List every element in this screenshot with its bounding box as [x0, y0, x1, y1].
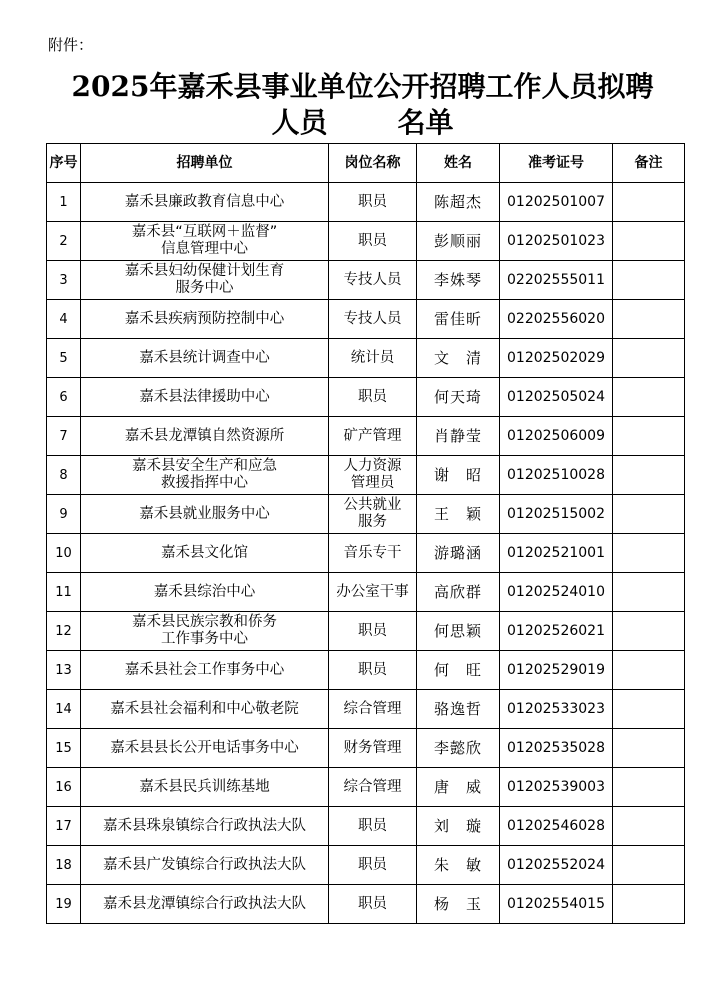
cell-name: 李懿欣	[417, 729, 500, 768]
table-row	[47, 651, 685, 690]
cell-index: 2	[47, 222, 81, 261]
cell-name: 何 旺	[417, 651, 500, 690]
cell-exam-id: 01202501023	[500, 222, 613, 261]
cell-unit: 嘉禾县“互联网＋监督” 信息管理中心	[81, 222, 329, 261]
table-row	[47, 183, 685, 222]
cell-unit: 嘉禾县就业服务中心	[81, 495, 329, 534]
cell-index: 17	[47, 807, 81, 846]
cell-name: 朱 敏	[417, 846, 500, 885]
document-title-line1: 2025年嘉禾县事业单位公开招聘工作人员拟聘	[71, 70, 654, 103]
cell-index: 9	[47, 495, 81, 534]
cell-name: 王 颖	[417, 495, 500, 534]
cell-exam-id: 01202524010	[500, 573, 613, 612]
cell-index: 10	[47, 534, 81, 573]
table-row	[47, 495, 685, 534]
cell-name: 何天琦	[417, 378, 500, 417]
cell-remark	[613, 456, 685, 495]
cell-unit: 嘉禾县文化馆	[81, 534, 329, 573]
header-exam-id: 准考证号	[500, 144, 613, 183]
cell-name: 雷佳昕	[417, 300, 500, 339]
table-row	[47, 378, 685, 417]
cell-unit: 嘉禾县民兵训练基地	[81, 768, 329, 807]
cell-remark	[613, 807, 685, 846]
cell-position: 职员	[329, 807, 417, 846]
table-row	[47, 768, 685, 807]
cell-name: 游璐涵	[417, 534, 500, 573]
table-row	[47, 729, 685, 768]
cell-index: 15	[47, 729, 81, 768]
cell-unit: 嘉禾县珠泉镇综合行政执法大队	[81, 807, 329, 846]
cell-name: 刘 璇	[417, 807, 500, 846]
table-row	[47, 690, 685, 729]
table-row	[47, 846, 685, 885]
cell-index: 11	[47, 573, 81, 612]
cell-remark	[613, 690, 685, 729]
cell-remark	[613, 729, 685, 768]
cell-position: 统计员	[329, 339, 417, 378]
cell-index: 16	[47, 768, 81, 807]
header-remark: 备注	[613, 144, 685, 183]
cell-position: 公共就业 服务	[329, 495, 417, 534]
cell-unit: 嘉禾县民族宗教和侨务 工作事务中心	[81, 612, 329, 651]
cell-unit: 嘉禾县安全生产和应急 救援指挥中心	[81, 456, 329, 495]
cell-exam-id: 02202556020	[500, 300, 613, 339]
cell-remark	[613, 573, 685, 612]
cell-index: 18	[47, 846, 81, 885]
cell-unit: 嘉禾县妇幼保健计划生育 服务中心	[81, 261, 329, 300]
cell-index: 7	[47, 417, 81, 456]
table-row	[47, 456, 685, 495]
cell-exam-id: 01202521001	[500, 534, 613, 573]
cell-index: 1	[47, 183, 81, 222]
cell-position: 人力资源 管理员	[329, 456, 417, 495]
cell-name: 彭顺丽	[417, 222, 500, 261]
cell-name: 陈超杰	[417, 183, 500, 222]
cell-remark	[613, 183, 685, 222]
cell-name: 肖静莹	[417, 417, 500, 456]
cell-name: 高欣群	[417, 573, 500, 612]
cell-index: 13	[47, 651, 81, 690]
table-row	[47, 885, 685, 924]
cell-unit: 嘉禾县龙潭镇综合行政执法大队	[81, 885, 329, 924]
table-row	[47, 807, 685, 846]
cell-exam-id: 01202526021	[500, 612, 613, 651]
cell-index: 12	[47, 612, 81, 651]
cell-exam-id: 01202501007	[500, 183, 613, 222]
cell-position: 财务管理	[329, 729, 417, 768]
cell-index: 6	[47, 378, 81, 417]
cell-position: 专技人员	[329, 261, 417, 300]
cell-index: 19	[47, 885, 81, 924]
table-row	[47, 222, 685, 261]
title-part-a: 人员	[271, 106, 328, 139]
table-row	[47, 339, 685, 378]
cell-exam-id: 01202552024	[500, 846, 613, 885]
cell-position: 职员	[329, 183, 417, 222]
title-part-b: 名单	[397, 106, 454, 139]
cell-exam-id: 01202502029	[500, 339, 613, 378]
cell-position: 综合管理	[329, 768, 417, 807]
cell-name: 骆逸哲	[417, 690, 500, 729]
cell-remark	[613, 495, 685, 534]
cell-exam-id: 01202554015	[500, 885, 613, 924]
header-index: 序号	[47, 144, 81, 183]
cell-index: 3	[47, 261, 81, 300]
cell-remark	[613, 378, 685, 417]
cell-exam-id: 01202535028	[500, 729, 613, 768]
table-row	[47, 300, 685, 339]
cell-name: 唐 威	[417, 768, 500, 807]
cell-unit: 嘉禾县广发镇综合行政执法大队	[81, 846, 329, 885]
cell-unit: 嘉禾县统计调查中心	[81, 339, 329, 378]
header-position: 岗位名称	[329, 144, 417, 183]
cell-index: 5	[47, 339, 81, 378]
cell-position: 办公室干事	[329, 573, 417, 612]
cell-unit: 嘉禾县社会福利和中心敬老院	[81, 690, 329, 729]
table-row	[47, 573, 685, 612]
cell-position: 专技人员	[329, 300, 417, 339]
cell-position: 矿产管理	[329, 417, 417, 456]
cell-unit: 嘉禾县县长公开电话事务中心	[81, 729, 329, 768]
cell-unit: 嘉禾县综治中心	[81, 573, 329, 612]
cell-name: 李姝琴	[417, 261, 500, 300]
header-name: 姓名	[417, 144, 500, 183]
cell-remark	[613, 846, 685, 885]
cell-position: 职员	[329, 846, 417, 885]
cell-name: 谢 昭	[417, 456, 500, 495]
cell-position: 职员	[329, 885, 417, 924]
cell-name: 文 清	[417, 339, 500, 378]
cell-exam-id: 02202555011	[500, 261, 613, 300]
cell-position: 职员	[329, 378, 417, 417]
cell-exam-id: 01202506009	[500, 417, 613, 456]
cell-unit: 嘉禾县廉政教育信息中心	[81, 183, 329, 222]
cell-remark	[613, 651, 685, 690]
attachment-label: 附件：	[48, 36, 94, 54]
cell-remark	[613, 534, 685, 573]
cell-remark	[613, 222, 685, 261]
table-header-row	[47, 144, 685, 183]
cell-position: 职员	[329, 651, 417, 690]
cell-exam-id: 01202515002	[500, 495, 613, 534]
table-row	[47, 417, 685, 456]
cell-unit: 嘉禾县社会工作事务中心	[81, 651, 329, 690]
cell-exam-id: 01202510028	[500, 456, 613, 495]
cell-remark	[613, 417, 685, 456]
cell-remark	[613, 768, 685, 807]
cell-remark	[613, 261, 685, 300]
cell-exam-id: 01202529019	[500, 651, 613, 690]
header-unit: 招聘单位	[81, 144, 329, 183]
table-row	[47, 261, 685, 300]
table-row	[47, 534, 685, 573]
cell-index: 14	[47, 690, 81, 729]
table-row	[47, 612, 685, 651]
cell-exam-id: 01202505024	[500, 378, 613, 417]
hire-list-table	[46, 143, 685, 924]
document-title-line2	[0, 106, 725, 140]
cell-exam-id: 01202546028	[500, 807, 613, 846]
cell-position: 音乐专干	[329, 534, 417, 573]
cell-name: 何思颖	[417, 612, 500, 651]
cell-remark	[613, 885, 685, 924]
cell-exam-id: 01202539003	[500, 768, 613, 807]
cell-remark	[613, 612, 685, 651]
cell-position: 职员	[329, 612, 417, 651]
cell-name: 杨 玉	[417, 885, 500, 924]
cell-index: 4	[47, 300, 81, 339]
cell-position: 综合管理	[329, 690, 417, 729]
cell-exam-id: 01202533023	[500, 690, 613, 729]
cell-unit: 嘉禾县法律援助中心	[81, 378, 329, 417]
cell-index: 8	[47, 456, 81, 495]
cell-unit: 嘉禾县龙潭镇自然资源所	[81, 417, 329, 456]
cell-unit: 嘉禾县疾病预防控制中心	[81, 300, 329, 339]
cell-remark	[613, 300, 685, 339]
cell-remark	[613, 339, 685, 378]
cell-position: 职员	[329, 222, 417, 261]
